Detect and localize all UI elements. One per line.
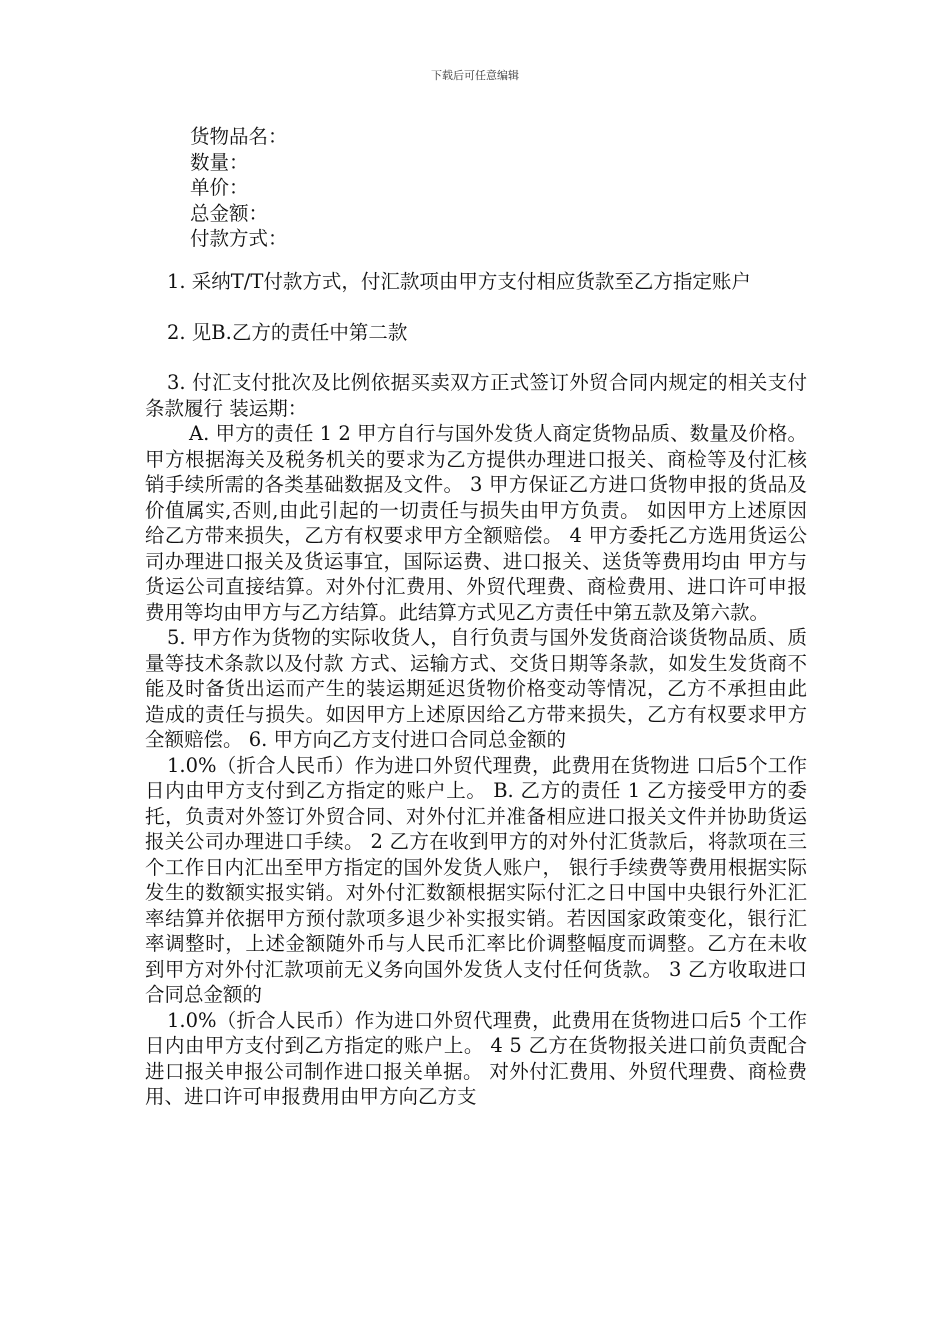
field-quantity: 数量：	[190, 150, 249, 174]
contract-body	[145, 269, 807, 1110]
field-unit-price: 单价：	[190, 176, 249, 199]
paragraph-5: 5. 甲方作为货物的实际收货人，自行负责与国外发货商洽谈货物品质、质量等技术条款以及付款 方式、运输方式、交货日期等条款，如发生发货商不能及时备货出运而产生的装运期延迟货物价格变动等情况，乙方不承担由此造成的责任与损失。如因甲方上述原因给乙方带来损失，乙方有权要求甲方全额赔偿。 6. 甲方向乙方支付进口合同总金额的	[145, 626, 807, 751]
paragraph-agency-fee-a: 1.0%（折合人民币）作为进口外贸代理费，此费用在货物进 口后5个工作日内由甲方支付到乙方指定的账户上。 B. 乙方的责任 1 乙方接受甲方的委托，负责对外签订外贸合同、对外付汇并准备相应进口报关文件并协助货运 报关公司办理进口手续。 2 乙方在收到甲方的对外付汇货款后，将款项在三个工作日内汇出至甲方指定的国外发货人账户， 银行手续费等费用根据实际发生的数额实报实销。对外付汇数额根据实际付汇之日中国中央银行外汇汇率结算并依据甲方预付款项多退少补实报实销。若因国家政策变化，银行汇率调整时，上述金额随外币与人民币汇率比价调整幅度而调整。乙方在未收到甲方对外付汇款项前无义务向国外发货人支付任何货款。 3 乙方收取进口合同总金额的	[145, 753, 807, 1006]
paragraph-3: 3. 付汇支付批次及比例依据买卖双方正式签订外贸合同内规定的相关支付条款履行 装运期：	[145, 371, 807, 420]
paragraph-gap	[145, 295, 807, 320]
paragraph-party-a-duties: A. 甲方的责任 1 2 甲方自行与国外发货人商定货物品质、数量及价格。 甲方根据海关及税务机关的要求为乙方提供办理进口报关、商检等及付汇核销手续所需的各类基础数据及文件。 3 甲方保证乙方进口货物申报的货品及价值属实,否则,由此引起的一切责任与损失由甲方负责。 如因甲方上述原因给乙方带来损失，乙方有权要求甲方全额赔偿。 4 甲方委托乙方选用货运公司办理进口报关及货运事宜，国际运费、进口报关、送货等费用均由 甲方与货运公司直接结算。对外付汇费用、外贸代理费、商检费用、进口许可申报费用等均由甲方与乙方结算。此结算方式见乙方责任中第五款及第六款。	[145, 422, 807, 624]
paragraph-2: 2. 见B.乙方的责任中第二款	[167, 320, 408, 344]
contract-fields	[190, 124, 288, 252]
field-goods-name: 货物品名：	[190, 125, 288, 148]
field-total-amount: 总金额：	[190, 201, 269, 225]
paragraph-gap	[145, 345, 807, 370]
paragraph-agency-fee-b: 1.0%（折合人民币）作为进口外贸代理费，此费用在货物进口后5 个工作日内由甲方支付到乙方指定的账户上。 4 5 乙方在货物报关进口前负责配合进口报关申报公司制作进口报关单据。 对外付汇费用、外贸代理费、商检费用、进口许可申报费用由甲方向乙方支	[145, 1008, 807, 1108]
paragraph-1: 1. 采纳T/T付款方式，付汇款项由甲方支付相应货款至乙方指定账户	[167, 270, 751, 293]
header-note: 下载后可任意编辑	[431, 69, 519, 82]
field-payment-method: 付款方式：	[190, 227, 288, 250]
